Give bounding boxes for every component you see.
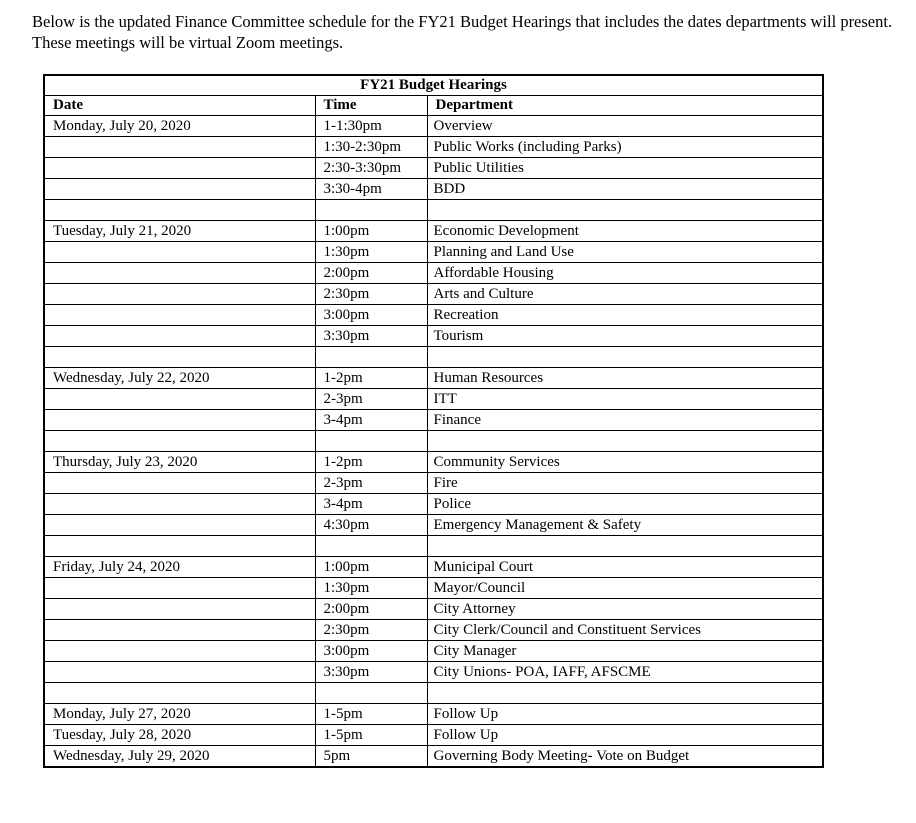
cell-date — [44, 179, 315, 200]
cell-time: 1:00pm — [315, 557, 427, 578]
cell-time: 1-2pm — [315, 452, 427, 473]
table-row — [44, 116, 823, 137]
cell-date: Monday, July 27, 2020 — [44, 704, 315, 725]
table-row — [44, 641, 823, 662]
cell-time: 1-5pm — [315, 725, 427, 746]
cell-date — [44, 578, 315, 599]
cell-department — [427, 431, 823, 452]
cell-department: BDD — [427, 179, 823, 200]
cell-time — [315, 536, 427, 557]
cell-department: Community Services — [427, 452, 823, 473]
table-row — [44, 473, 823, 494]
cell-department: Economic Development — [427, 221, 823, 242]
intro-paragraph: Below is the updated Finance Committee schedule for the FY21 Budget Hearings that includes the dates departments will present. These meetings will be virtual Zoom meetings. — [32, 12, 893, 52]
cell-date — [44, 347, 315, 368]
cell-department: Mayor/Council — [427, 578, 823, 599]
cell-department: Tourism — [427, 326, 823, 347]
cell-time: 3:00pm — [315, 305, 427, 326]
cell-time: 2:00pm — [315, 599, 427, 620]
table-row — [44, 389, 823, 410]
cell-date: Tuesday, July 21, 2020 — [44, 221, 315, 242]
cell-date — [44, 599, 315, 620]
cell-time: 1-2pm — [315, 368, 427, 389]
cell-department: Finance — [427, 410, 823, 431]
cell-date — [44, 641, 315, 662]
cell-date — [44, 389, 315, 410]
cell-department: Governing Body Meeting- Vote on Budget — [427, 746, 823, 768]
table-row — [44, 242, 823, 263]
cell-time: 3:30pm — [315, 662, 427, 683]
cell-date — [44, 242, 315, 263]
cell-date — [44, 137, 315, 158]
cell-date — [44, 431, 315, 452]
cell-date — [44, 158, 315, 179]
cell-date — [44, 200, 315, 221]
table-row — [44, 746, 823, 768]
table-row — [44, 410, 823, 431]
cell-date: Thursday, July 23, 2020 — [44, 452, 315, 473]
cell-date — [44, 263, 315, 284]
cell-date: Wednesday, July 29, 2020 — [44, 746, 315, 768]
cell-department: Police — [427, 494, 823, 515]
cell-time — [315, 200, 427, 221]
table-row — [44, 221, 823, 242]
cell-department: Fire — [427, 473, 823, 494]
cell-time — [315, 431, 427, 452]
header-time: Time — [315, 96, 427, 116]
cell-department: Overview — [427, 116, 823, 137]
cell-department — [427, 347, 823, 368]
cell-department: Arts and Culture — [427, 284, 823, 305]
cell-department: Emergency Management & Safety — [427, 515, 823, 536]
cell-department — [427, 683, 823, 704]
cell-time: 4:30pm — [315, 515, 427, 536]
cell-department: City Manager — [427, 641, 823, 662]
header-date: Date — [44, 96, 315, 116]
cell-department: Public Utilities — [427, 158, 823, 179]
cell-time: 3-4pm — [315, 410, 427, 431]
cell-department: Follow Up — [427, 725, 823, 746]
table-row — [44, 200, 823, 221]
cell-department — [427, 536, 823, 557]
cell-time — [315, 683, 427, 704]
table-row — [44, 368, 823, 389]
cell-department: Recreation — [427, 305, 823, 326]
cell-date — [44, 515, 315, 536]
table-row — [44, 284, 823, 305]
table-row — [44, 326, 823, 347]
cell-time: 2-3pm — [315, 473, 427, 494]
table-row — [44, 137, 823, 158]
cell-time: 1-5pm — [315, 704, 427, 725]
cell-time: 3:30pm — [315, 326, 427, 347]
table-row — [44, 704, 823, 725]
cell-department: Municipal Court — [427, 557, 823, 578]
cell-time — [315, 347, 427, 368]
table-row — [44, 620, 823, 641]
cell-time: 2:30pm — [315, 284, 427, 305]
cell-time: 2:00pm — [315, 263, 427, 284]
cell-time: 1-1:30pm — [315, 116, 427, 137]
table-row — [44, 536, 823, 557]
cell-department: Public Works (including Parks) — [427, 137, 823, 158]
table-row — [44, 515, 823, 536]
cell-time: 3:00pm — [315, 641, 427, 662]
cell-time: 2-3pm — [315, 389, 427, 410]
table-row — [44, 578, 823, 599]
table-header-row — [44, 96, 823, 116]
table-row — [44, 347, 823, 368]
table-row — [44, 725, 823, 746]
cell-time: 2:30pm — [315, 620, 427, 641]
cell-time: 1:00pm — [315, 221, 427, 242]
cell-date — [44, 683, 315, 704]
cell-department: City Clerk/Council and Constituent Services — [427, 620, 823, 641]
table-title-row — [44, 75, 823, 96]
cell-department: Follow Up — [427, 704, 823, 725]
cell-date: Wednesday, July 22, 2020 — [44, 368, 315, 389]
table-row — [44, 599, 823, 620]
table-row — [44, 452, 823, 473]
table-row — [44, 494, 823, 515]
table-row — [44, 557, 823, 578]
cell-department: Planning and Land Use — [427, 242, 823, 263]
budget-hearings-table — [43, 74, 824, 768]
cell-department: City Unions- POA, IAFF, AFSCME — [427, 662, 823, 683]
cell-time: 1:30pm — [315, 242, 427, 263]
cell-time: 3:30-4pm — [315, 179, 427, 200]
cell-department: City Attorney — [427, 599, 823, 620]
cell-department: Human Resources — [427, 368, 823, 389]
cell-date — [44, 662, 315, 683]
cell-date — [44, 284, 315, 305]
cell-date: Monday, July 20, 2020 — [44, 116, 315, 137]
cell-date — [44, 536, 315, 557]
table-row — [44, 263, 823, 284]
cell-date — [44, 494, 315, 515]
cell-time: 3-4pm — [315, 494, 427, 515]
cell-date — [44, 305, 315, 326]
cell-department: ITT — [427, 389, 823, 410]
header-department: Department — [427, 96, 823, 116]
table-title: FY21 Budget Hearings — [44, 75, 823, 96]
table-row — [44, 662, 823, 683]
cell-department: Affordable Housing — [427, 263, 823, 284]
cell-date: Friday, July 24, 2020 — [44, 557, 315, 578]
table-row — [44, 305, 823, 326]
cell-time: 1:30-2:30pm — [315, 137, 427, 158]
cell-date — [44, 473, 315, 494]
cell-date — [44, 620, 315, 641]
cell-time: 1:30pm — [315, 578, 427, 599]
cell-time: 2:30-3:30pm — [315, 158, 427, 179]
cell-department — [427, 200, 823, 221]
cell-time: 5pm — [315, 746, 427, 768]
table-row — [44, 431, 823, 452]
cell-date — [44, 326, 315, 347]
table-row — [44, 179, 823, 200]
table-row — [44, 158, 823, 179]
cell-date: Tuesday, July 28, 2020 — [44, 725, 315, 746]
cell-date — [44, 410, 315, 431]
table-row — [44, 683, 823, 704]
